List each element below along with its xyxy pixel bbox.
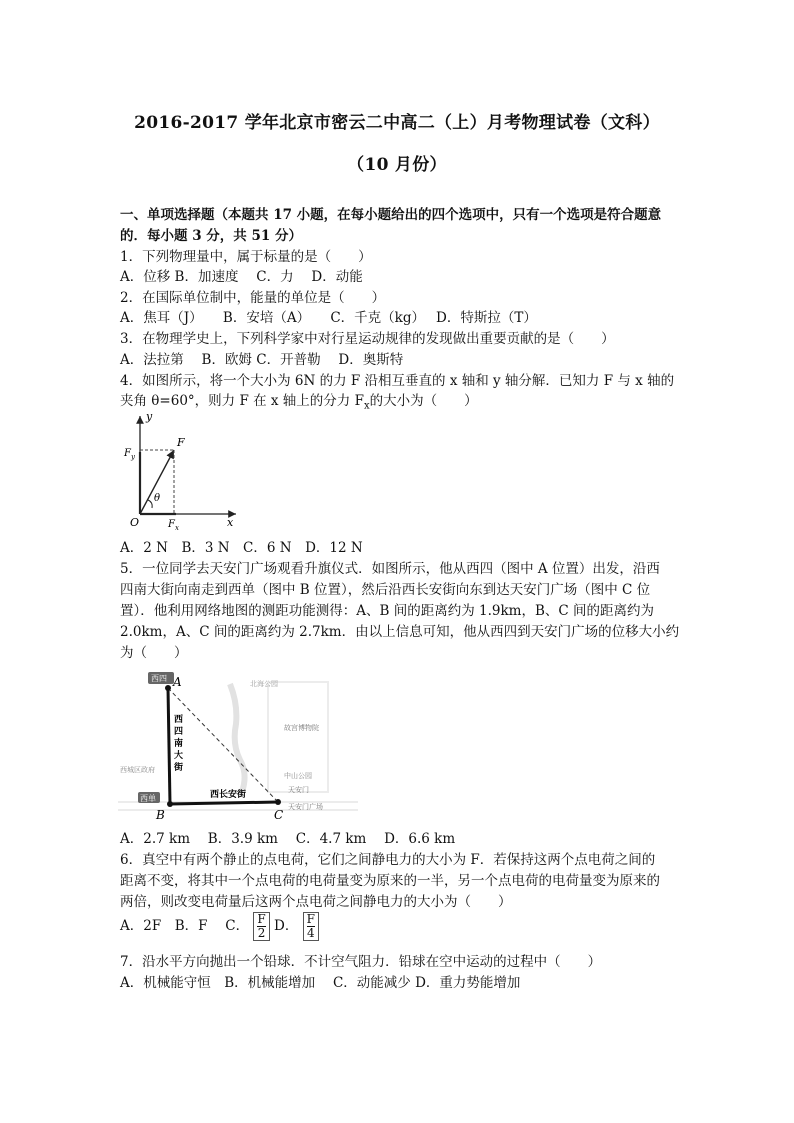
angle-arc — [148, 500, 152, 508]
svg-text:西: 西 — [174, 715, 184, 725]
question-1-options: A．位移 B．加速度 C．力 D．动能 — [120, 269, 363, 285]
xisi-badge-text: 西四 — [151, 674, 167, 683]
question-4-options: A．2 N B．3 N C．6 N D．12 N — [120, 540, 363, 556]
svg-text:大: 大 — [174, 751, 184, 761]
point-c-label: C — [274, 808, 284, 822]
poi-label: 中山公园 — [284, 772, 312, 780]
map-figure — [118, 664, 358, 824]
question-7-options: A．机械能守恒 B．机械能增加 C．动能减少 D．重力势能增加 — [120, 975, 521, 991]
subscript-x: x — [363, 400, 370, 412]
question-1-stem: 1．下列物理量中，属于标量的是（ ） — [120, 249, 372, 265]
fy-label: $F_y$ — [124, 448, 135, 461]
question-7-stem: 7．沿水平方向抛出一个铅球．不计空气阻力．铅球在空中运动的过程中（ ） — [120, 954, 602, 970]
question-6-options — [120, 912, 680, 941]
route-bc — [170, 802, 278, 804]
svg-text:南: 南 — [174, 739, 184, 749]
force-vector — [140, 450, 174, 514]
x-label: x — [227, 516, 234, 529]
route-ab — [168, 688, 170, 804]
xidan-badge-text: 西单 — [140, 794, 156, 803]
exam-title: 2016-2017 学年北京市密云二中高二（上）月考物理试卷（文科） — [134, 113, 660, 133]
street-horizontal-label: 西长安街 — [210, 790, 247, 800]
fx-label: $F_x$ — [168, 519, 179, 530]
question-4-stem-2 — [120, 389, 680, 412]
fraction-f-over-2: $\frac{F}{2}$ — [253, 912, 269, 941]
poi-label: 西城区政府 — [120, 766, 155, 774]
point-b-label: B — [156, 808, 165, 822]
question-5-options: A．2.7 km B．3.9 km C．4.7 km D．6.6 km — [120, 831, 456, 847]
question-2-stem: 2．在国际单位制中，能量的单位是（ ） — [120, 290, 386, 306]
poi-label: 天安门广场 — [288, 803, 323, 811]
svg-text:四: 四 — [174, 727, 184, 737]
poi-label: 北海公园 — [250, 680, 278, 688]
question-2-options: A．焦耳（J） B．安培（A） C．千克（kg） D．特斯拉（T） — [120, 310, 537, 326]
svg-text:街: 街 — [174, 763, 184, 773]
question-5-stem-2: 四南大街向南走到西单（图中 B 位置），然后沿西长安街向东到达天安门广场（图中 C 位 — [120, 582, 651, 598]
question-6-stem-3: 两倍，则改变电荷量后这两个点电荷之间静电力的大小为（ ） — [120, 894, 512, 910]
question-3-options: A．法拉第 B．欧姆 C．开普勒 D．奥斯特 — [120, 352, 404, 368]
option-text: A．2F B．F C． — [120, 918, 250, 934]
question-5-stem-4: 2.0km，A、C 间的距离约为 2.7km．由以上信息可知，他从西四到天安门广场的位移大小约 — [120, 624, 680, 640]
stem-text-end: 的大小为（ ） — [369, 393, 478, 409]
point-a-label: A — [173, 675, 182, 689]
origin-label: O — [130, 516, 140, 529]
poi-label: 故宫博物院 — [284, 724, 319, 732]
y-label: y — [146, 410, 153, 423]
stem-text: 夹角 θ=60°，则力 F 在 x 轴上的分力 F — [120, 393, 364, 409]
option-text: D． — [274, 918, 299, 934]
question-6-stem-1: 6．真空中有两个静止的点电荷，它们之间静电力的大小为 F．若保持这两个点电荷之间的 — [120, 852, 656, 868]
section-heading-cont: 的．每小题 3 分，共 51 分） — [120, 228, 302, 244]
f-label: F — [177, 436, 185, 449]
street-vertical-label — [173, 713, 183, 773]
section-heading: 一、单项选择题（本题共 17 小题，在每小题给出的四个选项中，只有一个选项是符合题意 — [120, 207, 662, 223]
poi-label: 天安门 — [288, 786, 309, 794]
question-6-stem-2: 距离不变，将其中一个点电荷的电荷量变为原来的一半，另一个点电荷的电荷量变为原来的 — [120, 873, 660, 889]
question-5-stem-1: 5．一位同学去天安门广场观看升旗仪式．如图所示，他从西四（图中 A 位置）出发，沿西 — [120, 561, 660, 577]
exam-subtitle: （10 月份） — [347, 155, 447, 175]
question-5-stem-5: 为（ ） — [120, 645, 188, 661]
question-4-stem-1: 4．如图所示，将一个大小为 6N 的力 F 沿相互垂直的 x 轴和 y 轴分解．已知力 F 与 x 轴的 — [120, 373, 675, 389]
question-5-stem-3: 置）．他利用网络地图的测距功能测得：A、B 间的距离约为 1.9km，B、C 间的距离约为 — [120, 603, 654, 619]
question-3-stem: 3．在物理学史上，下列科学家中对行星运动规律的发现做出重要贡献的是（ ） — [120, 331, 615, 347]
theta-label: θ — [154, 493, 161, 504]
fraction-f-over-4: $\frac{F}{4}$ — [303, 912, 319, 941]
force-decomposition-figure — [118, 410, 243, 530]
